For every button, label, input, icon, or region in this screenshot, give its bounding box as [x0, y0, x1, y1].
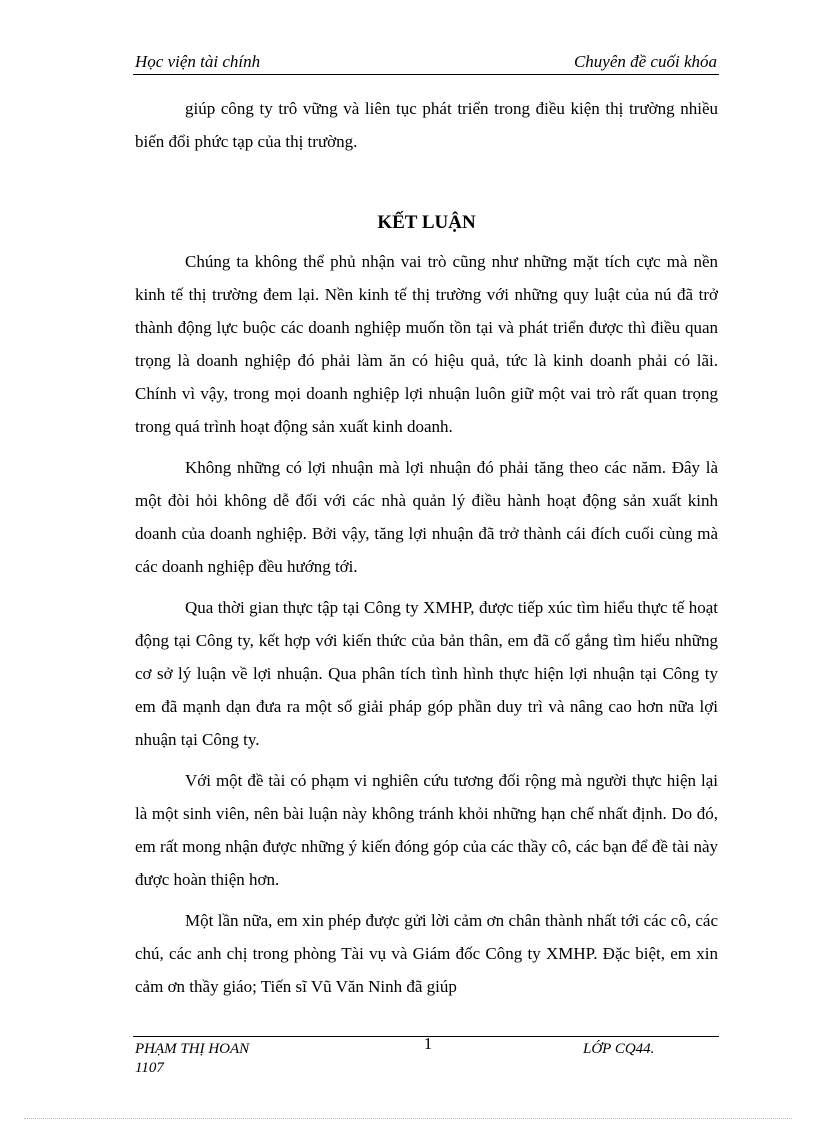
- footer-code: 1107: [135, 1060, 164, 1076]
- page-header: [133, 50, 719, 75]
- footer-class: LỚP CQ44.: [583, 1041, 655, 1057]
- section-title: KẾT LUẬN: [377, 212, 476, 233]
- header-document-type: Chuyên đề cuối khóa: [573, 52, 717, 71]
- footer-author: PHẠM THỊ HOAN: [135, 1041, 250, 1057]
- conclusion-paragraph-1: Chúng ta không thể phủ nhận vai trò cũng như những mặt tích cực mà nền kinh tế thị trường đem lại. Nền kinh tế thị trường với những quy luật của nú đã trở thành động lực buộc các doanh nghiệp muốn tồn tại và phát triển được thì điều quan trọng là doanh nghiệp đó phải làm ăn có hiệu quả, tức là kinh doanh phải có lãi. Chính vì vậy, trong mọi doanh nghiệp lợi nhuận luôn giữ một vai trò rất quan trọng trong quá trình hoạt động sản xuất kinh doanh.: [135, 252, 718, 436]
- header-institution: Học viện tài chính: [135, 52, 261, 71]
- page-edge-divider: [24, 1118, 792, 1119]
- document-body: [135, 92, 718, 1003]
- conclusion-paragraph-4: Với một đề tài có phạm vi nghiên cứu tương đối rộng mà người thực hiện lại là một sinh viên, nên bài luận này không tránh khỏi những hạn chế nhất định. Do đó, em rất mong nhận được những ý kiến đóng góp của các thầy cô, các bạn để đề tài này được hoàn thiện hơn.: [135, 771, 718, 889]
- intro-paragraph: giúp công ty trô vững và liên tục phát triển trong điều kiện thị trường nhiều biến đổi phức tạp của thị trường.: [135, 99, 718, 151]
- conclusion-paragraph-2: Không những có lợi nhuận mà lợi nhuận đó phải tăng theo các năm. Đây là một đòi hỏi không dễ đối với các nhà quản lý điều hành hoạt động sản xuất kinh doanh của doanh nghiệp. Bởi vậy, tăng lợi nhuận đã trở thành cái đích cuối cùng mà các doanh nghiệp đều hướng tới.: [135, 458, 718, 576]
- conclusion-paragraph-5: Một lần nữa, em xin phép được gửi lời cảm ơn chân thành nhất tới các cô, các chú, các anh chị trong phòng Tài vụ và Giám đốc Công ty XMHP. Đặc biệt, em xin cảm ơn thầy giáo; Tiến sĩ Vũ Văn Ninh đã giúp: [135, 911, 718, 996]
- conclusion-paragraph-3: Qua thời gian thực tập tại Công ty XMHP, được tiếp xúc tìm hiểu thực tế hoạt động tại Công ty, kết hợp với kiến thức của bản thân, em đã cố gắng tìm hiểu những cơ sở lý luận về lợi nhuận. Qua phân tích tình hình thực hiện lợi nhuận tại Công ty em đã mạnh dạn đưa ra một số giải pháp góp phần duy trì và nâng cao hơn nữa lợi nhuận tại Công ty.: [135, 598, 718, 749]
- page-number: 1: [423, 1034, 433, 1053]
